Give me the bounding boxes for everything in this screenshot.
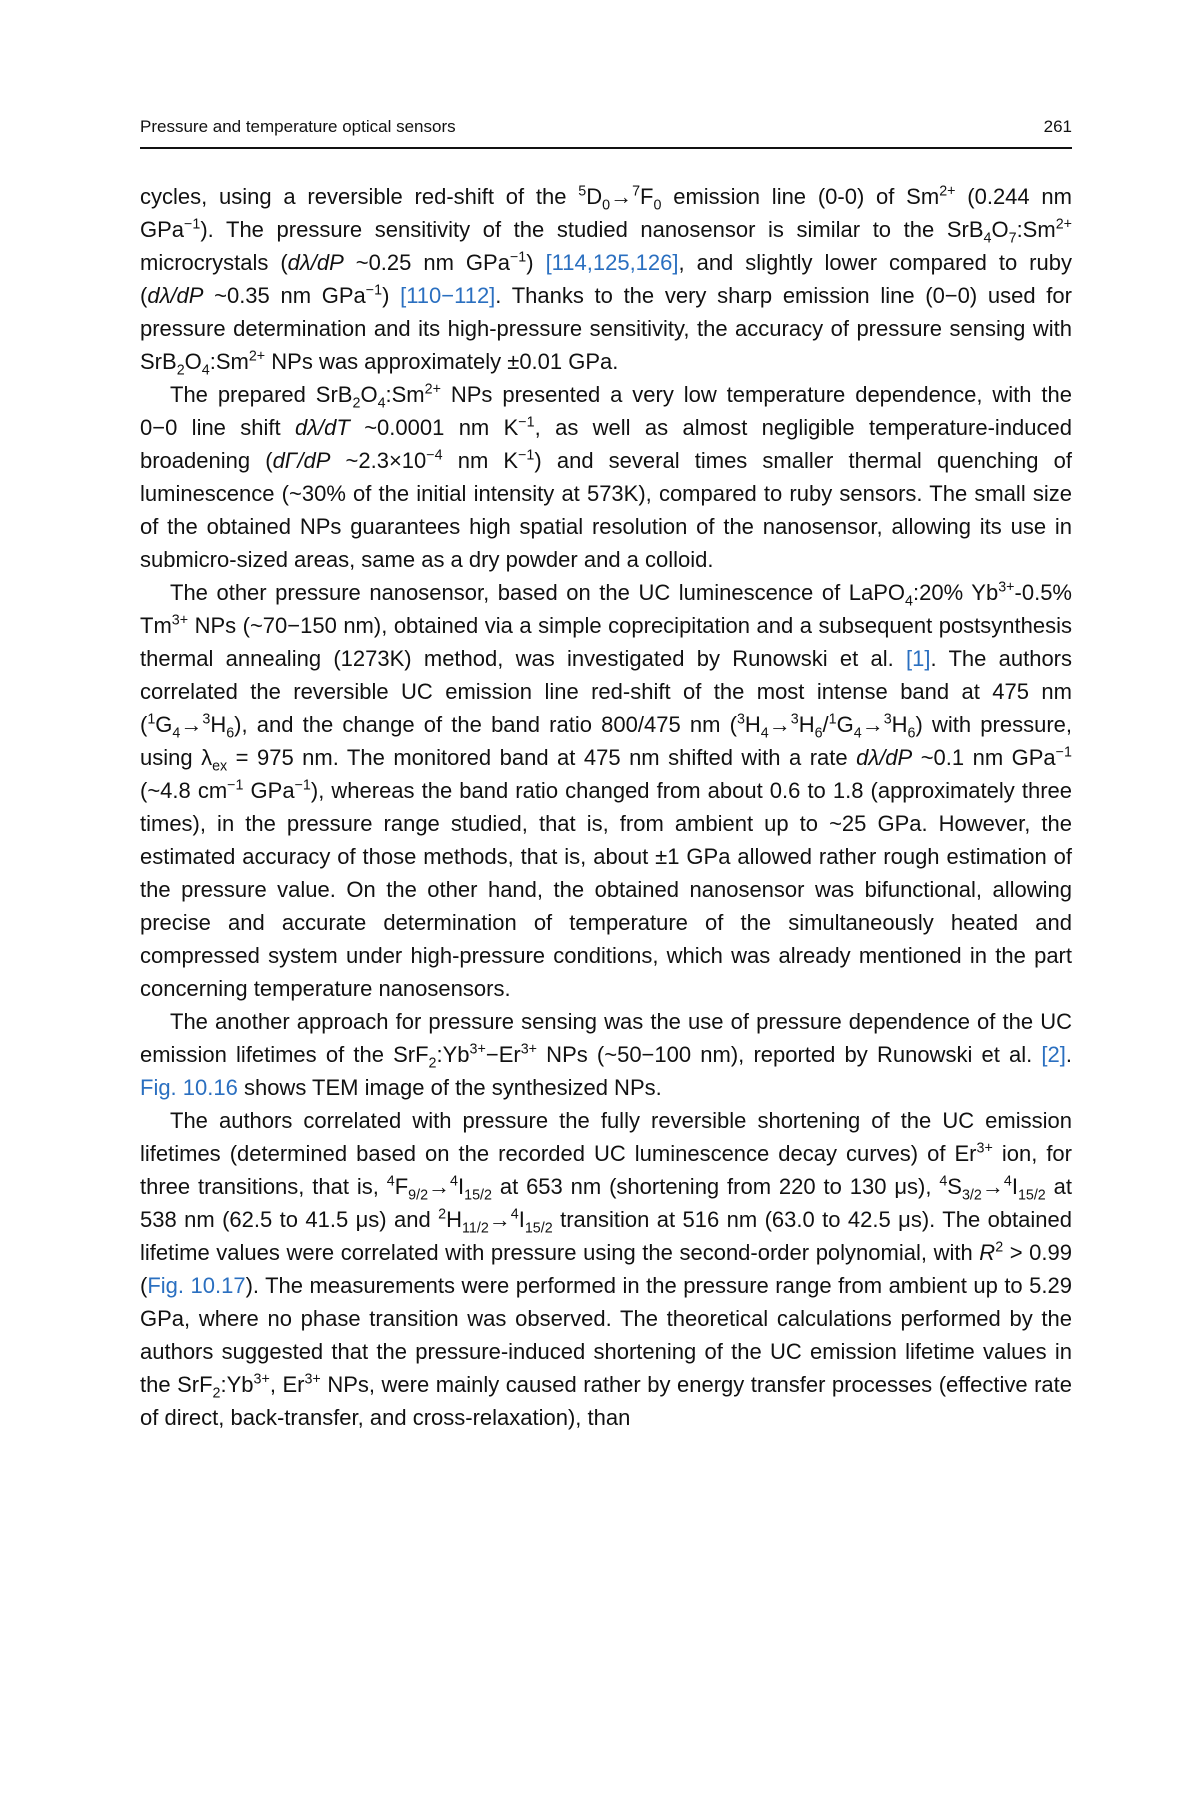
reference-link[interactable]: [114,125,126]	[545, 250, 679, 275]
reference-link[interactable]: Fig. 10.16	[140, 1075, 238, 1100]
reference-link[interactable]: [2]	[1041, 1042, 1066, 1067]
page-number: 261	[1043, 117, 1072, 136]
body-text	[140, 180, 1072, 1434]
reference-link[interactable]: [110−112]	[400, 283, 496, 308]
paragraph-3: The other pressure nanosensor, based on the UC luminescence of LaPO$_4$:20% $Yb^{3+}-0.5\%$ $Tm^{3+}$ NPs (~70−150 nm), obtained via a simple coprecipitation and a subsequent postsynthesis thermal annealing (1273K) method, was investigated by Runowski et al. [1]. The authors correlated the reversible UC emission line red-shift of the most intense band at 475 nm $(^1G_4\to^3H_6)$, and the change of the band ratio 800/475 nm $(^3H_4\to^3H_6/^1G_4\to^3H_6)$ with pressure, using $\lambda_{ex} = 975$ nm. The monitored band at 475 nm shifted with a rate dλ/dP ~0.1 nm GPa$^{-1}$ (~4.8 $cm^{-1}$ GPa$^{-1}$), whereas the band ratio changed from about 0.6 to 1.8 (approximately three times), in the pressure range studied, that is, from ambient up to ~25 GPa. However, the estimated accuracy of those methods, that is, about ±1 GPa allowed rather rough estimation of the pressure value. On the other hand, the obtained nanosensor was bifunctional, allowing precise and accurate determination of temperature of the simultaneously heated and compressed system under high-pressure conditions, which was already mentioned in the part concerning temperature nanosensors.	[140, 579, 1072, 1001]
paragraph-4: The another approach for pressure sensing was the use of pressure dependence of the UC emission lifetimes of the $SrF_2:Yb^{3+}-Er^{3+}$ NPs (~50−100 nm), reported by Runowski et al. [2]. Fig. 10.16 shows TEM image of the synthesized NPs.	[140, 1009, 1073, 1100]
header-rule	[140, 147, 1072, 149]
page-header	[140, 117, 1072, 137]
paragraph-2: The prepared $SrB_2O_4:Sm^{2+}$ NPs presented a very low temperature dependence, with the 0−0 line shift dλ/dT ~0.0001 nm $K^{-1}$, as well as almost negligible temperature-induced broadening (dΓ/dP $\sim 2.3\times 10^{-4}$ nm $K^{-1}$) and several times smaller thermal quenching of luminescence (~30% of the initial intensity at 573K), compared to ruby sensors. The small size of the obtained NPs guarantees high spatial resolution of the nanosensor, allowing its use in submicro-sized areas, same as a dry powder and a colloid.	[140, 381, 1072, 572]
paragraph-1: cycles, using a reversible red-shift of the $^5D_0\to^7F_0$ emission line (0-0) of $Sm^{2+}$ (0.244 nm GPa$^{-1}$). The pressure sensitivity of the studied nanosensor is similar to the $SrB_4O_7:Sm^{2+}$ microcrystals (dλ/dP ~0.25 nm GPa$^{-1}$) [114,125,126], and slightly lower compared to ruby (dλ/dP ~0.35 nm GPa$^{-1}$) [110−112]. Thanks to the very sharp emission line (0−0) used for pressure determination and its high-pressure sensitivity, the accuracy of pressure sensing with $SrB_2O_4:Sm^{2+}$ NPs was approximately ±0.01 GPa.	[140, 183, 1072, 379]
paragraph-5: The authors correlated with pressure the fully reversible shortening of the UC emission lifetimes (determined based on the recorded UC luminescence decay curves) of $Er^{3+}$ ion, for three transitions, that is, $^4F_{9/2}\to^4I_{15/2}$ at 653 nm (shortening from 220 to 130 μs), $^4S_{3/2}\to^4I_{15/2}$ at 538 nm (62.5 to 41.5 μs) and $^2H_{11/2}\to^4I_{15/2}$ transition at 516 nm (63.0 to 42.5 μs). The obtained lifetime values were correlated with pressure using the second-order polynomial, with $R^2 > 0.99$ (Fig. 10.17). The measurements were performed in the pressure range from ambient up to 5.29 GPa, where no phase transition was observed. The theoretical calculations performed by the authors suggested that the pressure-induced shortening of the UC emission lifetime values in the $SrF_2:Yb^{3+}$, $Er^{3+}$ NPs, were mainly caused rather by energy transfer processes (effective rate of direct, back-transfer, and cross-relaxation), than	[140, 1108, 1073, 1430]
reference-link[interactable]: [1]	[905, 646, 931, 671]
reference-link[interactable]: Fig. 10.17	[147, 1273, 246, 1298]
running-title: Pressure and temperature optical sensors	[140, 117, 456, 136]
